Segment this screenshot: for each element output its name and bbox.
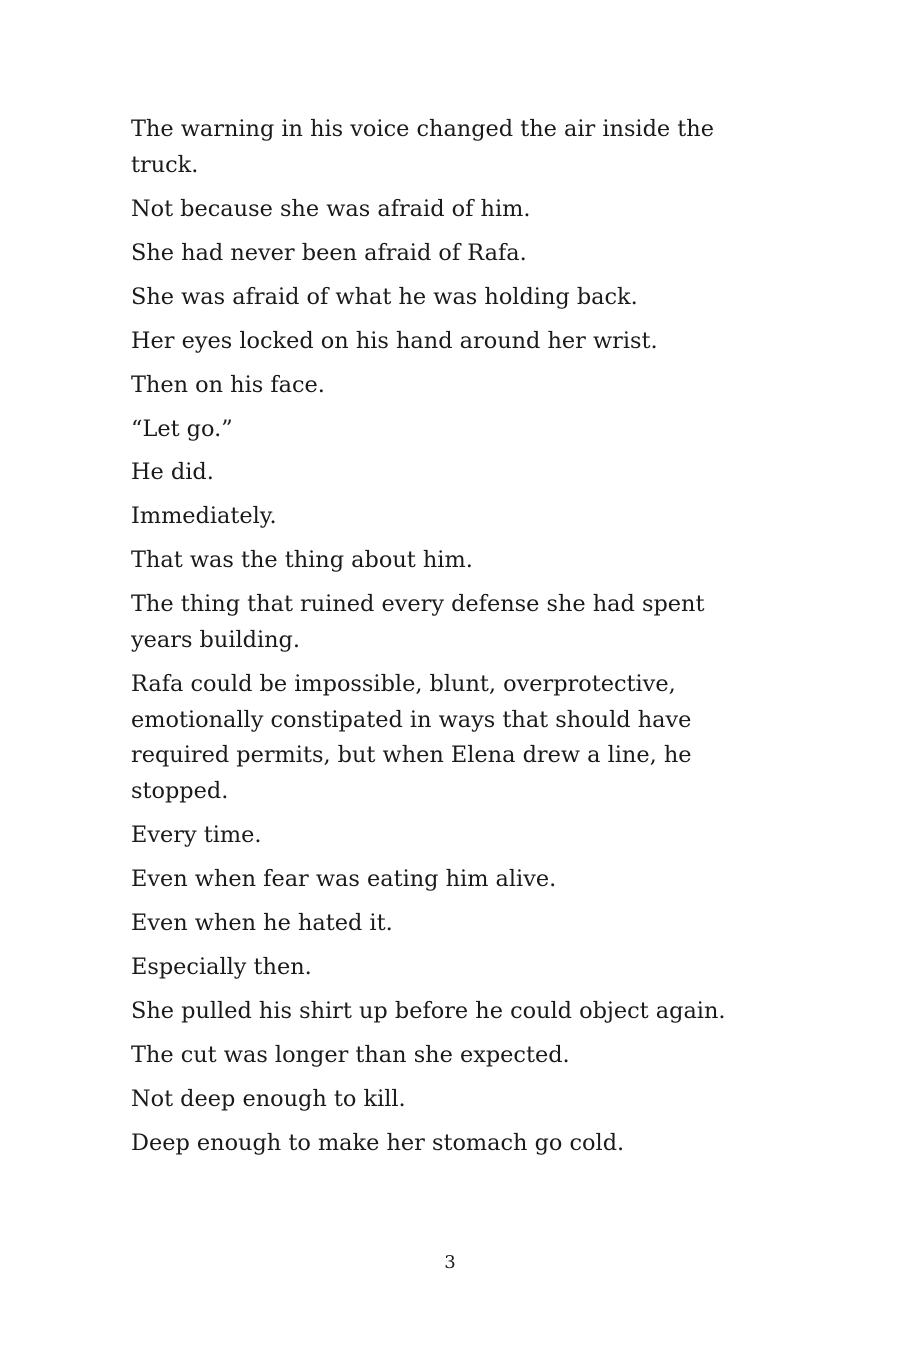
paragraph: The cut was longer than she expected. <box>131 1041 570 1068</box>
paragraph: Not deep enough to kill. <box>131 1085 406 1112</box>
paragraph: Her eyes locked on his hand around her wrist. <box>131 327 658 354</box>
body-text <box>131 112 756 1170</box>
paragraph: The thing that ruined every defense she had spent years building. <box>131 591 705 654</box>
paragraph: Rafa could be impossible, blunt, overprotective, emotionally constipated in ways that should have required permits, but when Elena drew a line, he stopped. <box>131 671 692 804</box>
paragraph: “Let go.” <box>131 415 233 442</box>
paragraph: That was the thing about him. <box>131 547 473 574</box>
paragraph: Every time. <box>131 821 262 848</box>
page-number: 3 <box>444 1252 456 1273</box>
paragraph: Even when he hated it. <box>131 909 393 936</box>
paragraph: He did. <box>131 459 214 486</box>
paragraph: Deep enough to make her stomach go cold. <box>131 1129 625 1156</box>
paragraph: The warning in his voice changed the air inside the truck. <box>131 116 714 178</box>
paragraph: Then on his face. <box>131 371 325 398</box>
paragraph: Not because she was afraid of him. <box>131 195 531 222</box>
paragraph: She had never been afraid of Rafa. <box>131 239 527 266</box>
paragraph: Especially then. <box>131 953 312 980</box>
paragraph: Even when fear was eating him alive. <box>131 865 557 892</box>
paragraph: She pulled his shirt up before he could object again. <box>131 997 726 1024</box>
paragraph: She was afraid of what he was holding back. <box>131 283 638 310</box>
paragraph: Immediately. <box>131 503 277 530</box>
